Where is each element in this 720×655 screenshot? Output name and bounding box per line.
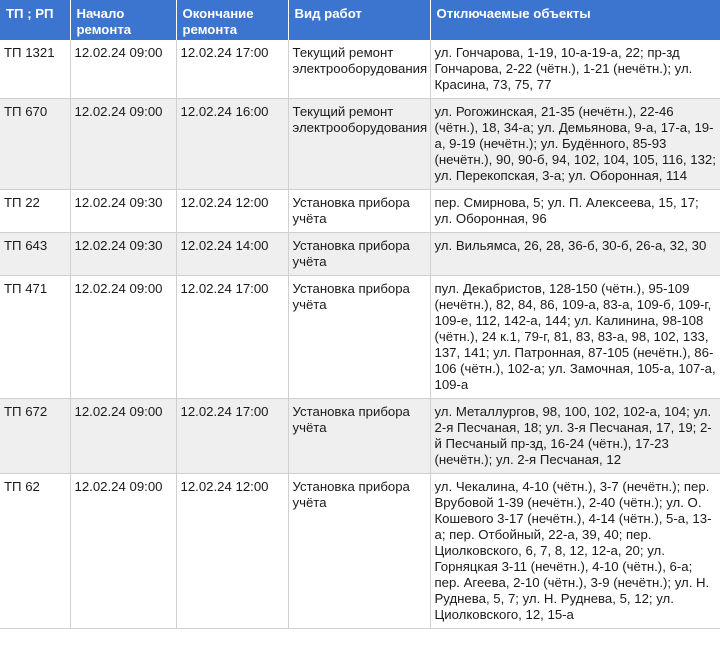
cell-start: 12.02.24 09:00 — [70, 99, 176, 190]
cell-start: 12.02.24 09:30 — [70, 190, 176, 233]
cell-end: 12.02.24 17:00 — [176, 399, 288, 474]
cell-work-type: Текущий ремонт электрооборудования — [288, 99, 430, 190]
cell-objects: ул. Гончарова, 1-19, 10-а-19-а, 22; пр-зд Гончарова, 2-22 (чётн.), 1-21 (нечётн.); ул. Красина, 73, 75, 77 — [430, 40, 720, 99]
cell-work-type: Установка прибора учёта — [288, 233, 430, 276]
header-start: Начало ремонта — [70, 0, 176, 40]
cell-objects: ул. Вильямса, 26, 28, 36-б, 30-б, 26-а, 32, 30 — [430, 233, 720, 276]
cell-objects: пер. Смирнова, 5; ул. П. Алексеева, 15, 17; ул. Оборонная, 96 — [430, 190, 720, 233]
table-row — [0, 233, 720, 276]
cell-objects: ул. Рогожинская, 21-35 (нечётн.), 22-46 (чётн.), 18, 34-а; ул. Демьянова, 9-а, 17-а, 19-а, 9-19 (нечётн.); ул. Будённого, 85-93 (нечётн.), 90, 90-б, 94, 102, 104, 105, 116, 132; ул. Перекопская, 3-а; ул. Оборонная, 114 — [430, 99, 720, 190]
cell-end: 12.02.24 17:00 — [176, 276, 288, 399]
cell-work-type: Установка прибора учёта — [288, 399, 430, 474]
cell-tp: ТП 670 — [0, 99, 70, 190]
cell-end: 12.02.24 16:00 — [176, 99, 288, 190]
table-row — [0, 40, 720, 99]
cell-work-type: Текущий ремонт электрооборудования — [288, 40, 430, 99]
header-objects: Отключаемые объекты — [430, 0, 720, 40]
header-work-type: Вид работ — [288, 0, 430, 40]
cell-end: 12.02.24 12:00 — [176, 474, 288, 629]
table-row — [0, 190, 720, 233]
table-row — [0, 399, 720, 474]
cell-tp: ТП 643 — [0, 233, 70, 276]
cell-tp: ТП 1321 — [0, 40, 70, 99]
cell-work-type: Установка прибора учёта — [288, 474, 430, 629]
cell-end: 12.02.24 14:00 — [176, 233, 288, 276]
cell-work-type: Установка прибора учёта — [288, 276, 430, 399]
cell-start: 12.02.24 09:00 — [70, 399, 176, 474]
cell-objects: пул. Декабристов, 128-150 (чётн.), 95-109 (нечётн.), 82, 84, 86, 109-а, 83-а, 109-б, 109-г, 109-е, 112, 142-а, 144; ул. Калинина, 98-108 (чётн.), 24 к.1, 79-г, 81, 83, 83-а, 98, 102, 133, 137, 141; ул. Патронная, 87-105 (нечётн.), 86-106 (чётн.), 102-а; ул. Замочная, 105-а, 107-а, 109-а — [430, 276, 720, 399]
cell-tp: ТП 62 — [0, 474, 70, 629]
cell-tp: ТП 672 — [0, 399, 70, 474]
table-row — [0, 474, 720, 629]
cell-tp: ТП 22 — [0, 190, 70, 233]
cell-work-type: Установка прибора учёта — [288, 190, 430, 233]
table-header-row — [0, 0, 720, 40]
header-end: Окончание ремонта — [176, 0, 288, 40]
cell-end: 12.02.24 12:00 — [176, 190, 288, 233]
table-row — [0, 99, 720, 190]
cell-start: 12.02.24 09:30 — [70, 233, 176, 276]
cell-objects: ул. Чекалина, 4-10 (чётн.), 3-7 (нечётн.); пер. Врубовой 1-39 (нечётн.), 2-40 (чётн.); ул. О. Кошевого 3-17 (нечётн.), 4-14 (чётн.), 5-а, 13-а; пер. Отбойный, 22-а, 39, 40; пер. Циолковского, 6, 7, 8, 12, 12-а, 20; ул. Горняцкая 3-11 (нечётн.), 4-10 (чётн.), 6-а; пер. Агеева, 2-10 (чётн.), 3-9 (нечётн.); ул. Н. Руднева, 5, 7; ул. Н. Руднева, 5, 12; ул. Циолковского, 12, 15-а — [430, 474, 720, 629]
cell-tp: ТП 471 — [0, 276, 70, 399]
cell-start: 12.02.24 09:00 — [70, 40, 176, 99]
cell-objects: ул. Металлургов, 98, 100, 102, 102-а, 104; ул. 2-я Песчаная, 18; ул. 3-я Песчаная, 17, 19; 2-й Песчаный пр-зд, 16-24 (чётн.), 17-23 (нечётн.); ул. 2-я Песчаная, 12 — [430, 399, 720, 474]
table-row — [0, 276, 720, 399]
header-tp: ТП ; РП — [0, 0, 70, 40]
cell-end: 12.02.24 17:00 — [176, 40, 288, 99]
cell-start: 12.02.24 09:00 — [70, 276, 176, 399]
cell-start: 12.02.24 09:00 — [70, 474, 176, 629]
